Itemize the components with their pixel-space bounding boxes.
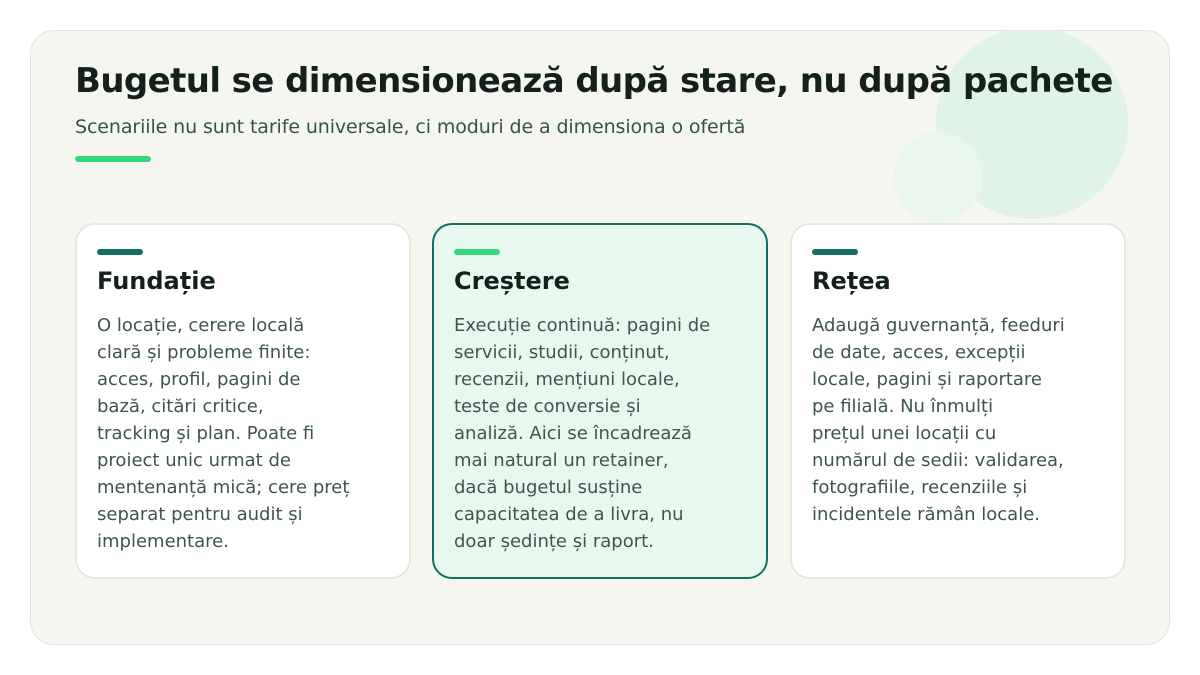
card-text-line: acces, profil, pagini de	[97, 369, 301, 390]
card-text-line: clară și probleme finite:	[97, 342, 311, 363]
card-text-line: pe filială. Nu înmulți	[812, 396, 994, 417]
card-text-line: incidentele rămân locale.	[812, 504, 1041, 525]
card-text-line: implementare.	[97, 531, 229, 552]
card-fundatie	[75, 223, 411, 579]
card-title: Fundație	[97, 267, 216, 295]
card-description	[812, 312, 1108, 528]
card-text-line: separat pentru audit și	[97, 504, 303, 525]
card-text-line: dacă bugetul susține	[454, 477, 643, 498]
title-accent-bar	[75, 156, 151, 162]
card-text-line: analiză. Aici se încadrează	[454, 423, 692, 444]
decorative-circle-small	[893, 132, 983, 222]
card-title: Rețea	[812, 267, 891, 295]
card-text-line: de date, acces, excepții	[812, 342, 1026, 363]
card-text-line: Adaugă guvernanță, feeduri	[812, 315, 1065, 336]
card-text-line: doar ședințe și raport.	[454, 531, 654, 552]
page-title: Bugetul se dimensionează după stare, nu după pachete	[75, 61, 1113, 101]
card-text-line: bază, citări critice,	[97, 396, 264, 417]
card-description	[454, 312, 750, 555]
card-text-line: servicii, studii, conținut,	[454, 342, 670, 363]
card-text-line: prețul unei locații cu	[812, 423, 997, 444]
card-text-line: mentenanță mică; cere preț	[97, 477, 350, 498]
card-accent-bar	[97, 249, 143, 255]
slide	[30, 30, 1170, 645]
card-text-line: numărul de sedii: validarea,	[812, 450, 1064, 471]
card-accent-bar	[812, 249, 858, 255]
card-text-line: teste de conversie și	[454, 396, 641, 417]
card-text-line: mai natural un retainer,	[454, 450, 669, 471]
page-subtitle: Scenariile nu sunt tarife universale, ci moduri de a dimensiona o ofertă	[75, 116, 746, 138]
card-text-line: proiect unic urmat de	[97, 450, 291, 471]
card-text-line: recenzii, mențiuni locale,	[454, 369, 680, 390]
card-text-line: fotografiile, recenziile și	[812, 477, 1028, 498]
card-text-line: tracking și plan. Poate fi	[97, 423, 315, 444]
card-description	[97, 312, 393, 555]
card-text-line: capacitatea de a livra, nu	[454, 504, 684, 525]
card-text-line: locale, pagini și raportare	[812, 369, 1043, 390]
card-accent-bar	[454, 249, 500, 255]
card-retea	[790, 223, 1126, 579]
card-title: Creștere	[454, 267, 570, 295]
card-text-line: Execuție continuă: pagini de	[454, 315, 711, 336]
card-crestere	[432, 223, 768, 579]
card-text-line: O locație, cerere locală	[97, 315, 305, 336]
